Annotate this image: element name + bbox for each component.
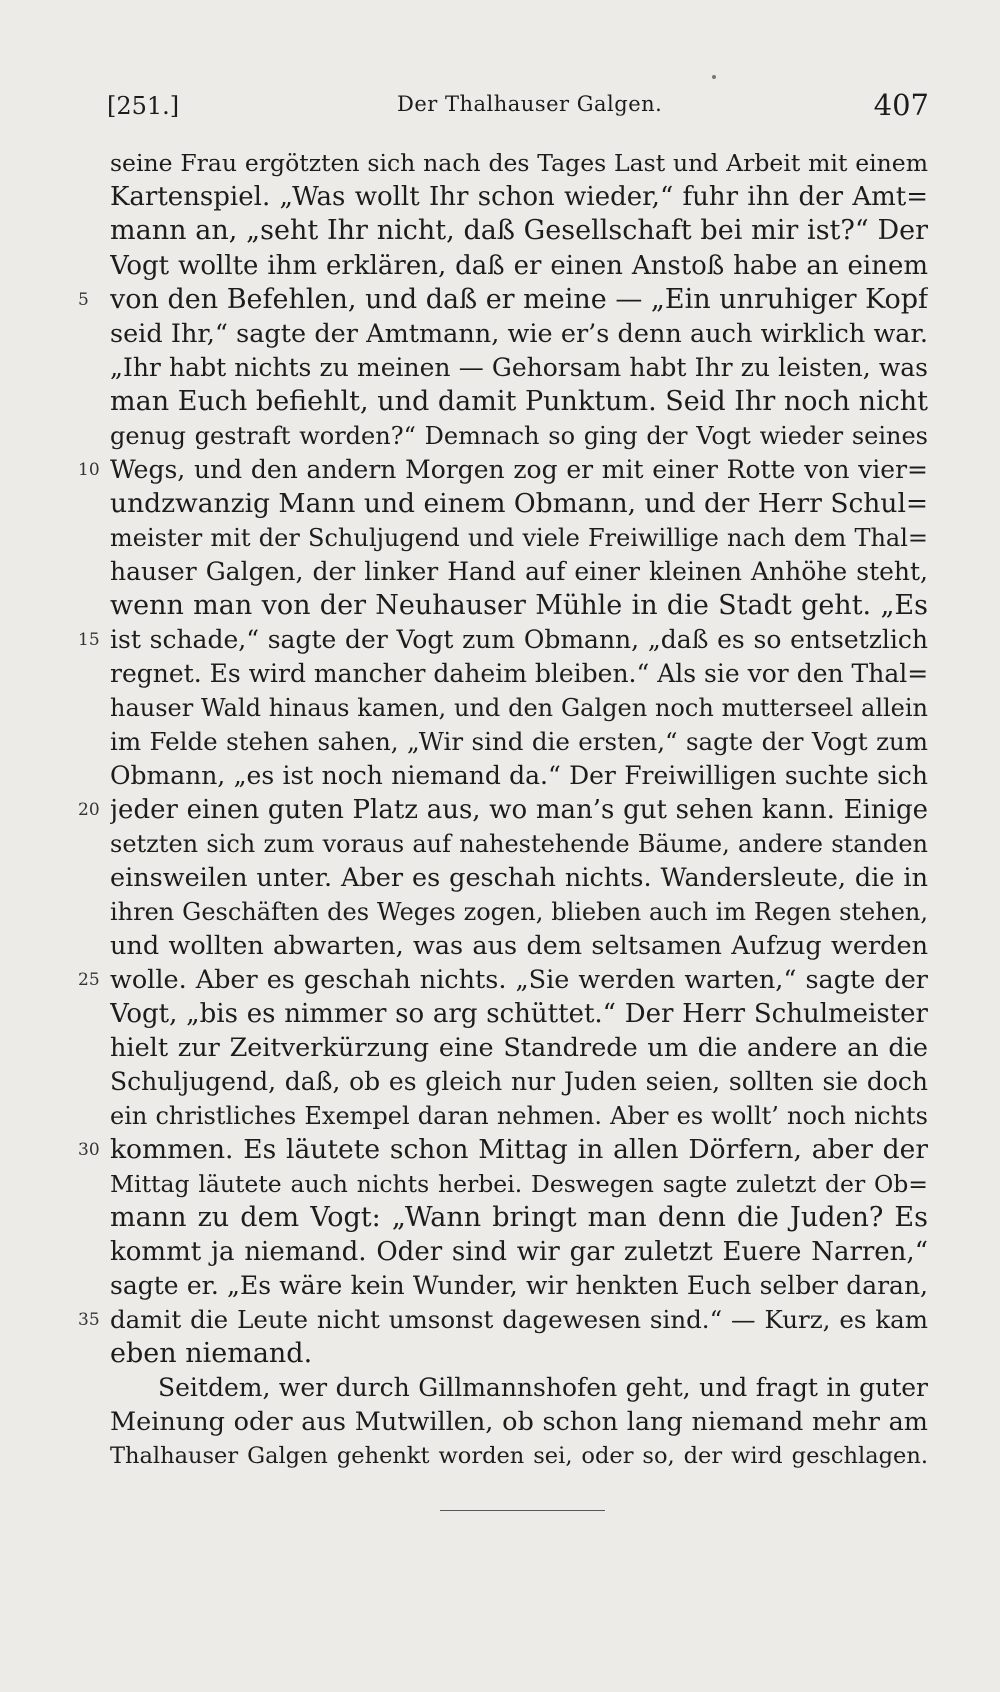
text-line-7: „Ihr habt nichts zu meinen — Gehorsam habt Ihr zu leisten, was	[110, 353, 928, 382]
line-number-25: 25	[78, 970, 100, 990]
text-line-25: wolle. Aber es geschah nichts. „Sie werden warten,“ sagte der	[110, 965, 928, 995]
text-line-26: Vogt, „bis es nimmer so arg schüttet.“ Der Herr Schulmeister	[110, 999, 928, 1029]
text-line-31: Mittag läutete auch nichts herbei. Deswegen sagte zuletzt der Ob=	[110, 1170, 928, 1198]
text-line-5: von den Befehlen, und daß er meine — „Ein unruhiger Kopf	[110, 284, 928, 315]
text-line-37: Seitdem, wer durch Gillmannshofen geht, und fragt in guter	[158, 1373, 928, 1402]
end-rule	[440, 1510, 605, 1511]
chapter-reference: [251.]	[107, 92, 180, 120]
page-number: 407	[873, 88, 929, 122]
text-line-22: einsweilen unter. Aber es geschah nichts. Wandersleute, die in	[110, 863, 928, 893]
text-line-24: und wollten abwarten, was aus dem seltsamen Aufzug werden	[110, 931, 928, 961]
text-line-19: Obmann, „es ist noch niemand da.“ Der Freiwilligen suchte sich	[110, 761, 928, 790]
text-line-33: kommt ja niemand. Oder sind wir gar zuletzt Euere Narren,“	[110, 1237, 928, 1267]
text-line-4: Vogt wollte ihm erklären, daß er einen Anstoß habe an einem	[110, 251, 928, 281]
text-line-11: undzwanzig Mann und einem Obmann, und der Herr Schul=	[110, 488, 928, 519]
text-line-3: mann an, „seht Ihr nicht, daß Gesellschaft bei mir ist?“ Der	[110, 215, 928, 246]
line-number-10: 10	[78, 460, 100, 480]
text-line-35: damit die Leute nicht umsonst dagewesen sind.“ — Kurz, es kam	[110, 1305, 928, 1334]
text-line-2: Kartenspiel. „Was wollt Ihr schon wieder,“ fuhr ihn der Amt=	[110, 182, 928, 212]
line-number-20: 20	[78, 800, 100, 820]
text-line-15: ist schade,“ sagte der Vogt zum Obmann, „daß es so entsetzlich	[110, 625, 928, 654]
text-line-16: regnet. Es wird mancher daheim bleiben.“ Als sie vor den Thal=	[110, 659, 928, 688]
text-line-9: genug gestraft worden?“ Demnach so ging der Vogt wieder seines	[110, 422, 928, 450]
text-line-6: seid Ihr,“ sagte der Amtmann, wie er’s denn auch wirklich war.	[110, 319, 928, 349]
text-line-12: meister mit der Schuljugend und viele Freiwillige nach dem Thal=	[110, 524, 928, 552]
text-line-34: sagte er. „Es wäre kein Wunder, wir henkten Euch selber daran,	[110, 1271, 928, 1300]
text-line-18: im Felde stehen sahen, „Wir sind die ersten,“ sagte der Vogt zum	[110, 727, 928, 756]
text-line-27: hielt zur Zeitverkürzung eine Standrede um die andere an die	[110, 1033, 928, 1063]
text-line-8: man Euch befiehlt, und damit Punktum. Seid Ihr noch nicht	[110, 386, 928, 417]
line-number-5: 5	[78, 290, 89, 310]
ink-speck	[712, 75, 716, 79]
running-header	[107, 88, 929, 132]
line-number-35: 35	[78, 1310, 100, 1330]
line-number-30: 30	[78, 1140, 100, 1160]
text-line-32: mann zu dem Vogt: „Wann bringt man denn die Juden? Es	[110, 1202, 928, 1233]
line-number-15: 15	[78, 630, 100, 650]
text-line-20: jeder einen guten Platz aus, wo man’s gut sehen kann. Einige	[110, 795, 928, 825]
text-line-21: setzten sich zum voraus auf nahestehende Bäume, andere standen	[110, 830, 928, 858]
text-line-36: eben niemand.	[110, 1338, 313, 1369]
text-line-39: Thalhauser Galgen gehenkt worden sei, oder so, der wird geschlagen.	[110, 1443, 928, 1469]
text-line-29: ein christliches Exempel daran nehmen. Aber es wollt’ noch nichts	[110, 1102, 928, 1130]
text-line-10: Wegs, und den andern Morgen zog er mit einer Rotte von vier=	[110, 455, 928, 484]
text-line-14: wenn man von der Neuhauser Mühle in die Stadt geht. „Es	[110, 590, 928, 621]
text-line-30: kommen. Es läutete schon Mittag in allen Dörfern, aber der	[110, 1134, 928, 1165]
text-line-13: hauser Galgen, der linker Hand auf einer kleinen Anhöhe steht,	[110, 557, 928, 586]
text-line-1: seine Frau ergötzten sich nach des Tages Last und Arbeit mit einem	[110, 149, 928, 177]
text-line-28: Schuljugend, daß, ob es gleich nur Juden seien, sollten sie doch	[110, 1067, 928, 1096]
text-line-23: ihren Geschäften des Weges zogen, blieben auch im Regen stehen,	[110, 898, 928, 926]
text-line-38: Meinung oder aus Mutwillen, ob schon lang niemand mehr am	[110, 1407, 928, 1437]
running-title: Der Thalhauser Galgen.	[397, 92, 663, 116]
text-line-17: hauser Wald hinaus kamen, und den Galgen noch mutterseel allein	[110, 694, 928, 722]
